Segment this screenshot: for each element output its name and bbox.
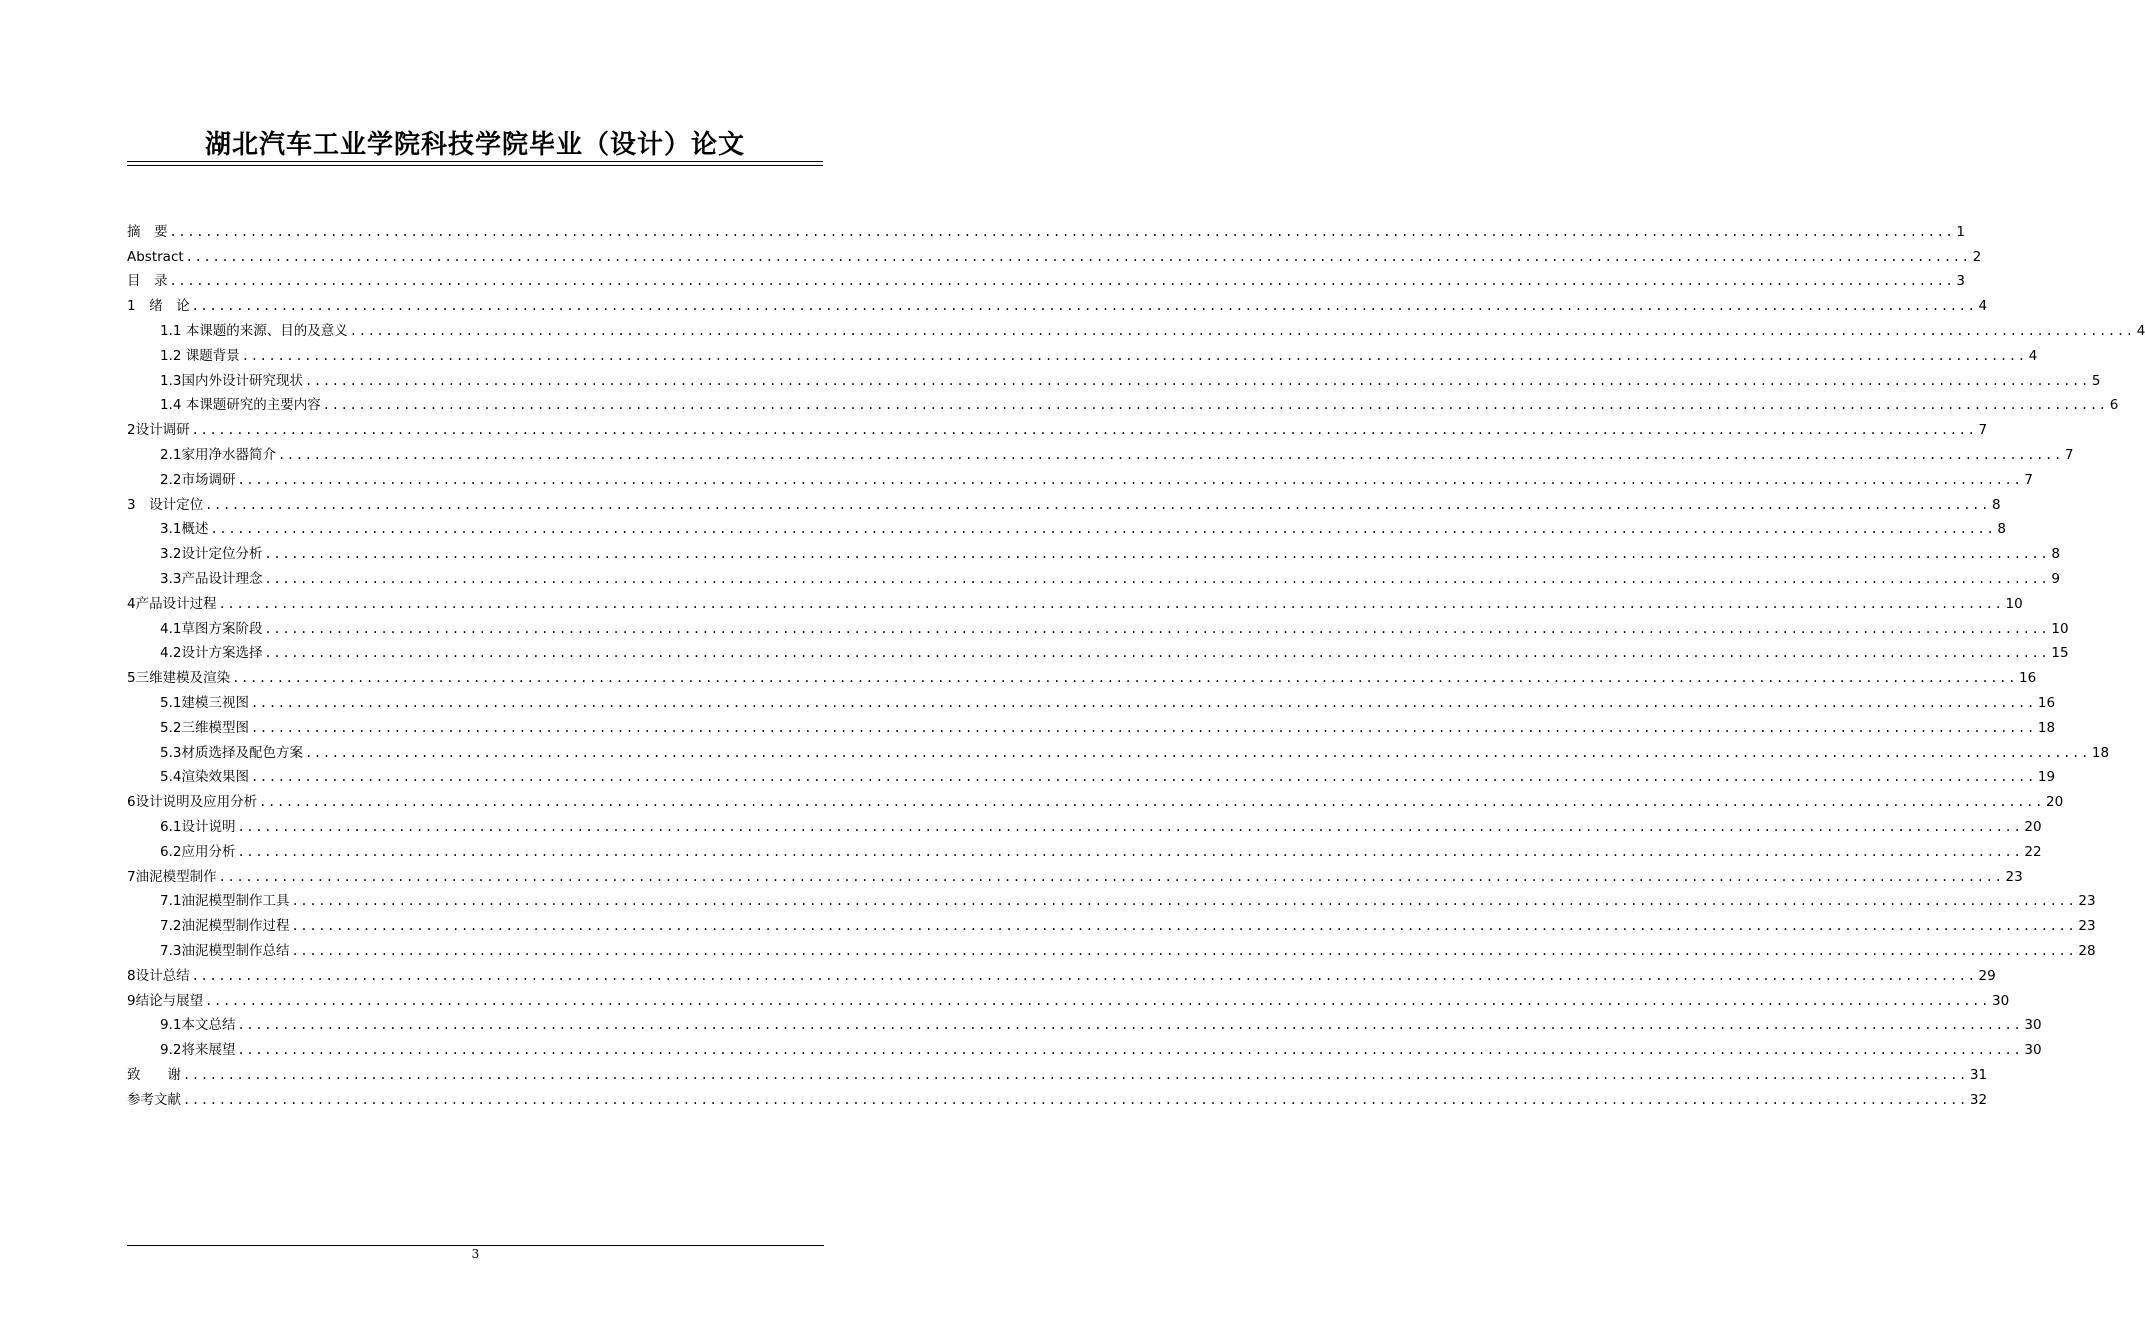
toc-dot-leader: ........................................................................................................................................................................................................ [205, 993, 1991, 1008]
toc-entry[interactable] [127, 537, 2060, 563]
toc-entry[interactable] [127, 314, 2145, 339]
toc-dot-leader: ........................................................................................................................................................................................................ [264, 621, 2050, 636]
toc-entry-page: 8 [1997, 521, 2006, 538]
toc-entry-label: 2.1家用净水器简介 [160, 446, 276, 463]
table-of-contents [127, 215, 2145, 1108]
toc-entry[interactable] [127, 1033, 2042, 1059]
toc-entry[interactable] [127, 984, 2010, 1009]
toc-dot-leader: ........................................................................................................................................................................................................ [237, 1018, 2023, 1033]
toc-entry-label: 2.2市场调研 [160, 471, 236, 488]
toc-entry-label: 1.2 课题背景 [160, 347, 240, 364]
toc-entry-label: 1 绪 论 [127, 298, 190, 315]
toc-entry-page: 30 [2024, 1017, 2042, 1034]
toc-entry-page: 9 [2051, 570, 2060, 587]
toc-dot-leader: ........................................................................................................................................................................................................ [277, 447, 2063, 462]
toc-entry-page: 32 [1969, 1091, 1988, 1108]
toc-dot-leader: ........................................................................................................................................................................................................ [250, 695, 2036, 710]
toc-entry-label: 9.1本文总结 [160, 1017, 236, 1034]
toc-entry-page: 7 [2024, 471, 2033, 488]
toc-entry-label: 7.1油泥模型制作工具 [160, 893, 290, 910]
toc-entry[interactable] [127, 1083, 1988, 1108]
toc-entry[interactable] [127, 389, 2119, 414]
toc-dot-leader: ........................................................................................................................................................................................................ [322, 398, 2108, 413]
toc-entry-page: 10 [2051, 620, 2069, 637]
toc-dot-leader: ........................................................................................................................................................................................................ [237, 472, 2023, 487]
toc-entry-label: 4.2设计方案选择 [160, 645, 263, 662]
toc-entry-page: 5 [2091, 372, 2101, 389]
toc-entry-page: 4 [1978, 298, 1988, 315]
toc-entry-label: 7.3油泥模型制作总结 [160, 942, 290, 959]
toc-entry-page: 16 [2037, 694, 2056, 711]
toc-dot-leader: ........................................................................................................................................................................................................ [250, 720, 2036, 735]
toc-dot-leader: ........................................................................................................................................................................................................ [349, 323, 2135, 338]
toc-entry[interactable] [127, 488, 2001, 513]
toc-entry[interactable] [127, 513, 2006, 538]
toc-entry-label: 3.3产品设计理念 [160, 570, 263, 587]
toc-entry-label: 7油泥模型制作 [127, 868, 217, 885]
toc-dot-leader: ........................................................................................................................................................................................................ [291, 943, 2077, 958]
toc-entry[interactable] [127, 637, 2069, 662]
toc-entry[interactable] [127, 339, 2038, 364]
toc-entry-label: 6.1设计说明 [160, 818, 236, 835]
toc-entry[interactable] [127, 909, 2096, 935]
toc-entry-label: 6.2应用分析 [160, 843, 236, 860]
toc-dot-leader: ........................................................................................................................................................................................................ [304, 373, 2090, 388]
toc-entry-label: 9.2将来展望 [160, 1042, 236, 1059]
toc-entry-page: 31 [1969, 1066, 1988, 1083]
toc-entry-label: 1.4 本课题研究的主要内容 [160, 397, 321, 414]
toc-dot-leader: ........................................................................................................................................................................................................ [191, 423, 1977, 438]
toc-entry[interactable] [127, 885, 2096, 910]
toc-dot-leader: ........................................................................................................................................................................................................ [291, 919, 2077, 934]
toc-entry-page: 4 [2028, 347, 2038, 364]
toc-entry[interactable] [127, 265, 1966, 290]
toc-dot-leader: ........................................................................................................................................................................................................ [218, 596, 2004, 611]
toc-entry-page: 30 [1992, 992, 2010, 1009]
toc-entry-page: 18 [2091, 744, 2110, 761]
toc-entry-page: 8 [2051, 546, 2060, 563]
toc-dot-leader: ........................................................................................................................................................................................................ [185, 249, 1971, 264]
toc-entry-label: 3.2设计定位分析 [160, 546, 263, 563]
toc-entry[interactable] [127, 587, 2023, 612]
title-rule-thick [127, 161, 823, 162]
toc-entry[interactable] [127, 463, 2033, 488]
toc-entry[interactable] [127, 215, 1966, 240]
toc-entry-label: 9结论与展望 [127, 992, 204, 1009]
toc-dot-leader: ........................................................................................................................................................................................................ [264, 571, 2050, 586]
toc-entry[interactable] [127, 438, 2074, 463]
toc-entry-page: 16 [2019, 670, 2037, 687]
toc-entry-label: 5.1建模三视图 [160, 694, 249, 711]
toc-dot-leader: ........................................................................................................................................................................................................ [218, 869, 2004, 884]
toc-entry-label: 8设计总结 [127, 967, 190, 984]
title-rule-thin [127, 165, 823, 166]
toc-dot-leader: ........................................................................................................................................................................................................ [183, 1092, 1968, 1107]
toc-dot-leader: ........................................................................................................................................................................................................ [291, 894, 2077, 909]
toc-entry[interactable] [127, 612, 2069, 637]
toc-entry-page: 20 [2046, 794, 2064, 811]
toc-dot-leader: ........................................................................................................................................................................................................ [264, 547, 2050, 562]
toc-dot-leader: ........................................................................................................................................................................................................ [232, 671, 2018, 686]
toc-dot-leader: ........................................................................................................................................................................................................ [205, 497, 1991, 512]
toc-dot-leader: ........................................................................................................................................................................................................ [241, 348, 2027, 363]
toc-entry[interactable] [127, 240, 1982, 265]
toc-dot-leader: ........................................................................................................................................................................................................ [191, 968, 1977, 983]
toc-dot-leader: ........................................................................................................................................................................................................ [183, 1067, 1968, 1082]
toc-entry-label: 致 谢 [127, 1066, 181, 1083]
toc-entry-page: 28 [2078, 942, 2096, 959]
toc-entry-label: 6设计说明及应用分析 [127, 794, 258, 811]
toc-entry-page: 4 [2136, 322, 2145, 339]
toc-entry-page: 19 [2037, 769, 2056, 786]
toc-entry-label: 目 录 [127, 273, 168, 290]
toc-entry-page: 23 [2005, 868, 2023, 885]
toc-entry-page: 2 [1972, 248, 1982, 265]
toc-entry-label: 摘 要 [127, 223, 168, 240]
toc-entry-label: 7.2油泥模型制作过程 [160, 918, 290, 935]
toc-entry[interactable] [127, 562, 2060, 587]
toc-dot-leader: ........................................................................................................................................................................................................ [169, 224, 1955, 239]
footer-rule [127, 1245, 824, 1246]
toc-entry-page: 6 [2109, 397, 2119, 414]
toc-entry-page: 18 [2037, 719, 2056, 736]
toc-entry-label: 2设计调研 [127, 422, 190, 439]
toc-entry[interactable] [127, 835, 2042, 860]
toc-entry-page: 22 [2024, 843, 2042, 860]
toc-entry-label: 3.1概述 [160, 521, 209, 538]
page-number: 3 [471, 1247, 480, 1261]
toc-entry-label: 5.3材质选择及配色方案 [160, 744, 303, 761]
toc-entry-page: 23 [2078, 893, 2096, 910]
toc-entry-page: 20 [2024, 818, 2042, 835]
toc-dot-leader: ........................................................................................................................................................................................................ [237, 844, 2023, 859]
toc-entry[interactable] [127, 810, 2042, 835]
toc-entry[interactable] [127, 785, 2064, 811]
toc-dot-leader: ........................................................................................................................................................................................................ [304, 745, 2090, 760]
toc-entry-page: 3 [1956, 273, 1966, 290]
toc-entry[interactable] [127, 959, 1996, 984]
toc-entry-label: 4产品设计过程 [127, 595, 217, 612]
toc-dot-leader: ........................................................................................................................................................................................................ [259, 795, 2045, 810]
toc-entry-label: 4.1草图方案阶段 [160, 620, 263, 637]
toc-entry[interactable] [127, 661, 2037, 687]
toc-entry-page: 8 [1992, 496, 2001, 513]
toc-entry-label: 3 设计定位 [127, 496, 204, 513]
toc-entry-page: 29 [1978, 967, 1996, 984]
toc-entry-label: Abstract [127, 248, 184, 265]
toc-entry[interactable] [127, 934, 2096, 959]
toc-entry-page: 10 [2005, 595, 2023, 612]
toc-entry-page: 7 [2064, 446, 2074, 463]
toc-dot-leader: ........................................................................................................................................................................................................ [191, 299, 1977, 314]
toc-dot-leader: ........................................................................................................................................................................................................ [264, 646, 2050, 661]
toc-dot-leader: ........................................................................................................................................................................................................ [250, 770, 2036, 785]
toc-entry-page: 30 [2024, 1042, 2042, 1059]
toc-entry[interactable] [127, 1009, 2042, 1034]
toc-entry-page: 1 [1956, 223, 1966, 240]
toc-entry[interactable] [127, 711, 2056, 736]
toc-entry[interactable] [127, 364, 2101, 389]
toc-dot-leader: ........................................................................................................................................................................................................ [169, 274, 1955, 289]
toc-entry[interactable] [127, 860, 2023, 885]
toc-entry[interactable] [127, 413, 1988, 439]
toc-entry[interactable] [127, 761, 2056, 786]
toc-entry[interactable] [127, 686, 2056, 711]
toc-entry-label: 参考文献 [127, 1091, 181, 1108]
document-title: 湖北汽车工业学院科技学院毕业（设计）论文 [204, 130, 745, 160]
toc-dot-leader: ........................................................................................................................................................................................................ [210, 522, 1996, 537]
toc-entry[interactable] [127, 289, 1988, 315]
toc-dot-leader: ........................................................................................................................................................................................................ [237, 819, 2023, 834]
toc-entry-label: 5.2三维模型图 [160, 719, 249, 736]
toc-entry-label: 1.3国内外设计研究现状 [160, 372, 303, 389]
toc-entry[interactable] [127, 736, 2110, 761]
toc-dot-leader: ........................................................................................................................................................................................................ [237, 1043, 2023, 1058]
toc-entry-page: 15 [2051, 645, 2069, 662]
toc-entry-page: 7 [1978, 422, 1988, 439]
toc-entry-label: 5.4渲染效果图 [160, 769, 249, 786]
toc-entry-label: 1.1 本课题的来源、目的及意义 [160, 322, 348, 339]
toc-entry-label: 5三维建模及渲染 [127, 670, 231, 687]
toc-entry[interactable] [127, 1058, 1988, 1083]
toc-entry-page: 23 [2078, 918, 2096, 935]
